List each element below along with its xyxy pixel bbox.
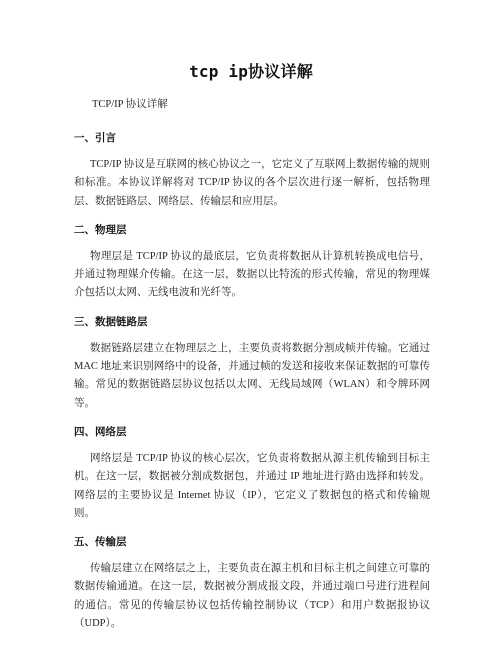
- section-heading: 五、传输层: [74, 536, 127, 549]
- section-physical-layer: [74, 223, 430, 303]
- section-paragraph: 数据链路层建立在物理层之上，主要负责将数据分割成帧并传输。它通过 MAC 地址来识别网络中的设备，并通过帧的发送和接收来保证数据的可靠传输。常见的数据链路层协议包括以太网、无线局域网（WLAN）和令牌环网等。: [74, 342, 430, 409]
- section-heading: 四、网络层: [74, 425, 127, 438]
- section-paragraph: TCP/IP 协议是互联网的核心协议之一，它定义了互联网上数据传输的规则和标准。本协议详解将对 TCP/IP 协议的各个层次进行逐一解析，包括物理层、数据链路层、网络层、传输层和应用层。: [74, 159, 430, 207]
- section-heading: 二、物理层: [74, 223, 127, 236]
- section-heading: 一、引言: [74, 132, 116, 144]
- section-network-layer: [74, 425, 430, 523]
- section-paragraph: 传输层建立在网络层之上，主要负责在源主机和目标主机之间建立可靠的数据传输通道。在这一层，数据被分割成报文段，并通过端口号进行进程间的通信。常见的传输层协议包括传输控制协议（TCP）和用户数据报协议（UDP）。: [74, 563, 430, 630]
- document-subtitle: TCP/IP 协议详解: [92, 99, 168, 110]
- document-title: tcp ip协议详解: [189, 62, 313, 81]
- section-data-link-layer: [74, 315, 430, 413]
- document-content: [74, 98, 430, 645]
- section-introduction: [74, 131, 430, 211]
- section-paragraph: 物理层是 TCP/IP 协议的最底层，它负责将数据从计算机转换成电信号，并通过物理媒介传输。在这一层，数据以比特流的形式传输，常见的物理媒介包括以太网、无线电波和光纤等。: [74, 250, 430, 299]
- section-transport-layer: [74, 535, 430, 633]
- section-paragraph: 网络层是 TCP/IP 协议的核心层次，它负责将数据从源主机传输到目标主机。在这一层，数据被分割成数据包，并通过 IP 地址进行路由选择和转发。网络层的主要协议是 Internet 协议（IP），它定义了数据包的格式和传输规则。: [74, 452, 430, 519]
- section-heading: 三、数据链路层: [74, 315, 148, 328]
